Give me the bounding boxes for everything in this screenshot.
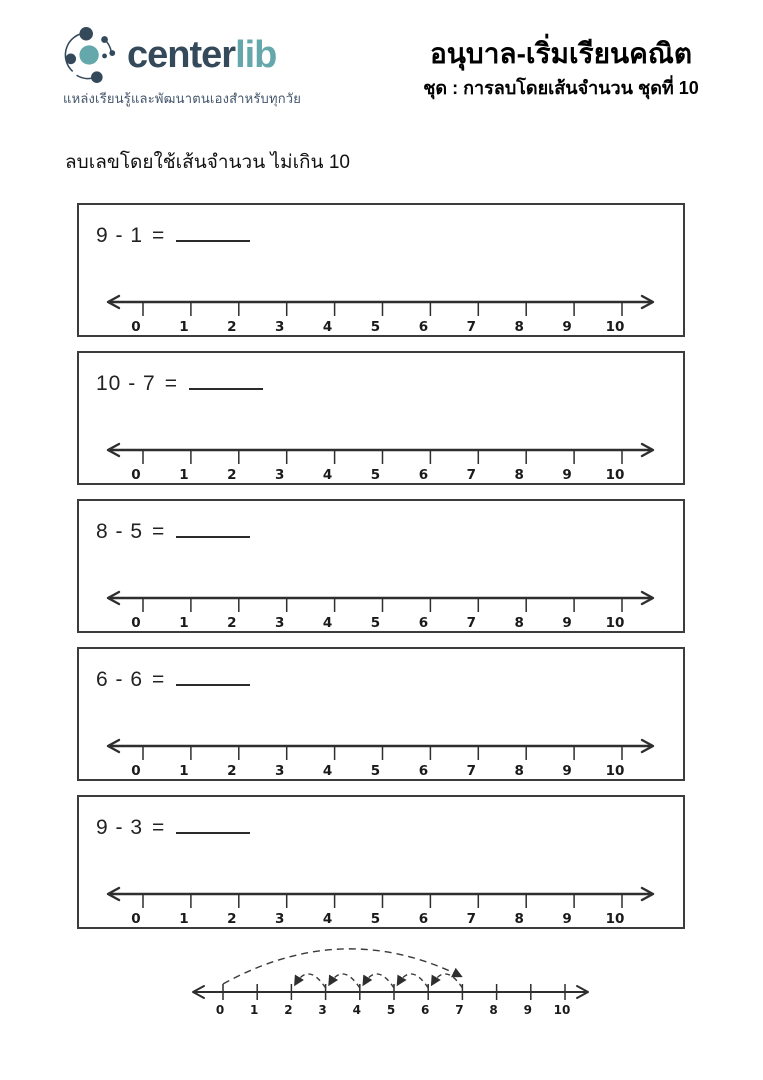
problem-row (96, 664, 250, 692)
tick-label: 5 (370, 763, 381, 779)
problem-expression: 10 - 7 (96, 372, 156, 395)
tick-label: 2 (284, 1003, 293, 1017)
document-titles (401, 36, 721, 102)
equals-sign: = (152, 520, 165, 543)
problem-box (77, 795, 685, 929)
problem-box (77, 499, 685, 633)
tick-label: 5 (370, 319, 381, 335)
answer-blank[interactable] (176, 516, 250, 538)
number-line (79, 437, 683, 483)
answer-blank[interactable] (176, 812, 250, 834)
tick-label: 6 (418, 467, 429, 483)
problem-row (96, 812, 250, 840)
problem-box (77, 647, 685, 781)
tick-label: 6 (418, 911, 429, 927)
page-subtitle: ชุด : การลบโดยเส้นจำนวน ชุดที่ 10 (423, 78, 699, 98)
number-line (79, 881, 683, 927)
tick-label: 0 (131, 911, 141, 927)
tick-label: 2 (227, 319, 237, 335)
tick-label: 3 (274, 319, 285, 335)
tick-label: 4 (322, 763, 333, 779)
tick-label: 4 (352, 1003, 361, 1017)
tick-label: 2 (227, 911, 237, 927)
tick-label: 3 (274, 763, 285, 779)
tick-label: 8 (514, 615, 524, 631)
problem-expression: 6 - 6 (96, 668, 144, 691)
tick-label: 6 (418, 615, 429, 631)
tick-label: 4 (322, 615, 333, 631)
instruction-text: ลบเลขโดยใช้เส้นจำนวน ไม่เกิน 10 (65, 152, 350, 173)
example-hop-arc (398, 974, 428, 988)
example-big-arc (223, 949, 460, 984)
logo-block (63, 27, 301, 109)
tick-label: 9 (562, 319, 572, 335)
tick-label: 3 (318, 1003, 327, 1017)
centerlib-logo-icon (63, 27, 121, 83)
tick-label: 1 (179, 763, 189, 779)
problem-row (96, 220, 250, 248)
example-hop-arc (295, 974, 325, 988)
tick-label: 7 (466, 615, 477, 631)
tick-label: 6 (418, 319, 429, 335)
equals-sign: = (152, 668, 165, 691)
tick-label: 0 (131, 467, 141, 483)
tick-label: 9 (562, 467, 572, 483)
tick-label: 6 (421, 1003, 430, 1017)
equals-sign: = (152, 224, 165, 247)
answer-blank[interactable] (176, 664, 250, 686)
tick-label: 1 (179, 911, 189, 927)
problem-row (96, 516, 250, 544)
tick-label: 7 (466, 763, 477, 779)
tick-label: 8 (514, 911, 524, 927)
tick-label: 0 (131, 319, 141, 335)
tick-label: 0 (131, 615, 141, 631)
page-title: อนุบาล-เริ่มเรียนคณิต (429, 38, 693, 69)
tick-label: 7 (466, 467, 477, 483)
tick-label: 2 (227, 763, 237, 779)
tick-label: 8 (489, 1003, 498, 1017)
number-line (79, 585, 683, 631)
tick-label: 9 (523, 1003, 532, 1017)
number-line (79, 289, 683, 335)
tick-label: 5 (370, 911, 381, 927)
tick-label: 2 (227, 467, 237, 483)
tick-label: 10 (605, 615, 625, 631)
equals-sign: = (164, 372, 177, 395)
tick-label: 3 (274, 467, 285, 483)
tick-label: 5 (370, 467, 381, 483)
example-number-line (180, 928, 610, 1020)
tick-label: 1 (179, 319, 189, 335)
problem-row (96, 368, 263, 396)
brand-primary: center (127, 33, 236, 76)
tick-label: 5 (386, 1003, 396, 1017)
tick-label: 2 (227, 615, 237, 631)
problem-box (77, 351, 685, 485)
tick-label: 3 (274, 911, 285, 927)
tick-label: 9 (562, 911, 572, 927)
brand-name (127, 34, 276, 77)
tick-label: 7 (466, 911, 477, 927)
tick-label: 6 (418, 763, 429, 779)
tick-label: 8 (514, 467, 524, 483)
example-hop-arc (330, 974, 360, 988)
tick-label: 1 (179, 467, 189, 483)
tick-label: 3 (274, 615, 285, 631)
equals-sign: = (152, 816, 165, 839)
tick-label: 7 (466, 319, 477, 335)
tick-label: 10 (553, 1003, 571, 1017)
tick-label: 10 (605, 319, 625, 335)
tick-label: 4 (322, 467, 333, 483)
brand-tagline: แหล่งเรียนรู้และพัฒนาตนเองสำหรับทุกวัย (63, 91, 302, 106)
problem-expression: 9 - 1 (96, 224, 144, 247)
answer-blank[interactable] (189, 368, 263, 390)
problem-expression: 9 - 3 (96, 816, 144, 839)
answer-blank[interactable] (176, 220, 250, 242)
tick-label: 4 (322, 319, 333, 335)
problems-list (77, 203, 685, 943)
tick-label: 1 (250, 1003, 259, 1017)
tick-label: 9 (562, 615, 572, 631)
tick-label: 7 (455, 1003, 464, 1017)
number-line (79, 733, 683, 779)
tick-label: 0 (215, 1003, 225, 1017)
tick-label: 0 (131, 763, 141, 779)
tick-label: 8 (514, 763, 524, 779)
brand-secondary: lib (235, 33, 277, 76)
example-hop-arc (432, 974, 462, 988)
example-hop-arc (364, 974, 394, 988)
tick-label: 10 (605, 911, 625, 927)
tick-label: 10 (605, 763, 625, 779)
problem-box (77, 203, 685, 337)
problem-expression: 8 - 5 (96, 520, 144, 543)
tick-label: 5 (370, 615, 381, 631)
tick-label: 4 (322, 911, 333, 927)
tick-label: 9 (562, 763, 572, 779)
tick-label: 8 (514, 319, 524, 335)
tick-label: 10 (605, 467, 625, 483)
tick-label: 1 (179, 615, 189, 631)
